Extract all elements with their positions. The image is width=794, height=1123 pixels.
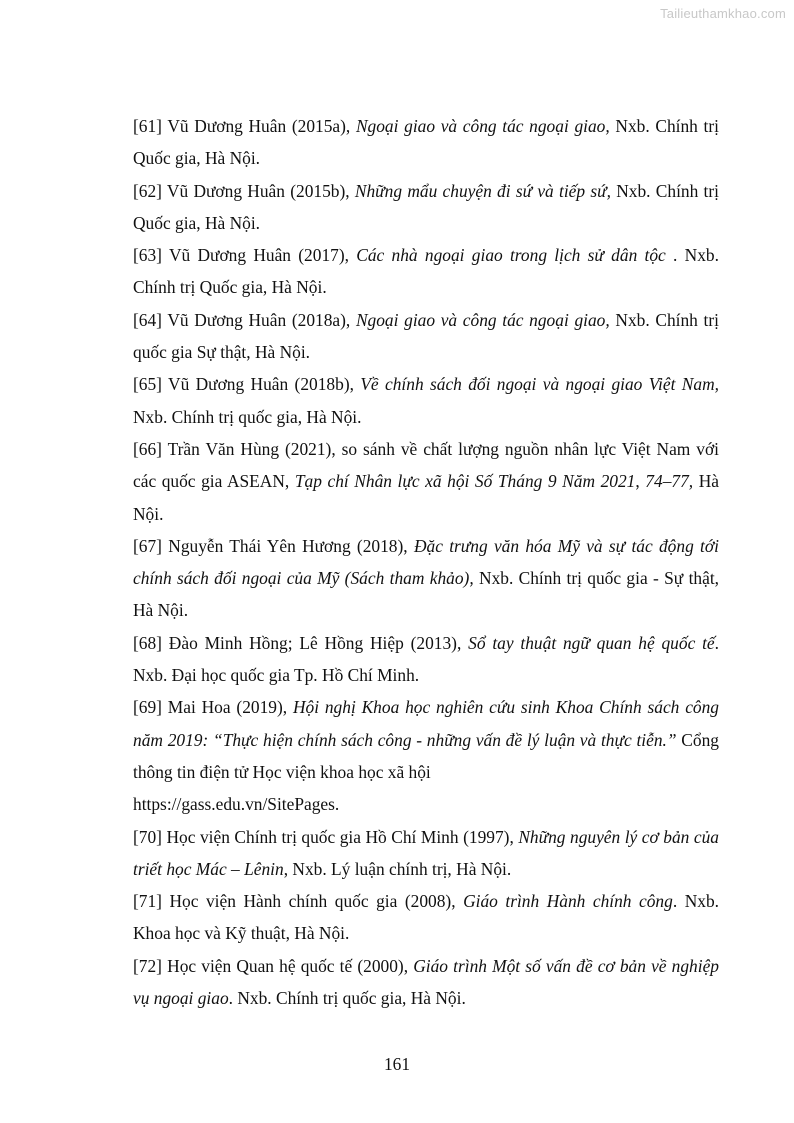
reference-author-year: Vũ Dương Huân (2018a), <box>161 309 356 330</box>
reference-publisher: Nxb. Chính trị Quốc gia, Hà Nội. <box>133 116 719 169</box>
reference-author-year: Học viện Chính trị quốc gia Hồ Chí Minh (1997), <box>161 826 519 847</box>
reference-number: [62] <box>133 180 162 201</box>
reference-author-year: Nguyễn Thái Yên Hương (2018), <box>161 535 414 556</box>
reference-publisher: . Nxb. Chính trị Quốc gia, Hà Nội. <box>133 245 719 298</box>
reference-author-year: Vũ Dương Huân (2017), <box>161 245 357 266</box>
reference-publisher: Cổng thông tin điện tử Học viện khoa học xã hội <box>133 729 719 782</box>
reference-number: [72] <box>133 955 162 976</box>
reference-item-70 <box>133 821 719 886</box>
reference-item-69 <box>133 691 719 820</box>
reference-author-year: Đào Minh Hồng; Lê Hồng Hiệp (2013), <box>161 632 469 653</box>
reference-author-year: Học viện Hành chính quốc gia (2008), <box>161 891 464 912</box>
reference-title: Giáo trình Một số vấn đề cơ bản về nghiệp vụ ngoại giao <box>133 955 719 1009</box>
reference-title: Ngoại giao và công tác ngoại giao, <box>355 116 610 136</box>
reference-title: Tạp chí Nhân lực xã hội Số Tháng 9 Năm 2021 <box>294 471 636 492</box>
reference-title: Giáo trình Hành chính công <box>463 891 673 912</box>
reference-publisher: . Nxb. Đại học quốc gia Tp. Hồ Chí Minh. <box>133 632 720 686</box>
reference-title: Những nguyên lý cơ bản của triết học Mác – Lênin <box>133 826 719 879</box>
reference-publisher: Nxb. Chính trị quốc gia - Sự thật, Hà Nội. <box>133 568 719 621</box>
page-number: 161 <box>383 1054 411 1074</box>
reference-publisher: Nxb. Chính trị Quốc gia, Hà Nội. <box>133 180 720 233</box>
reference-list <box>133 110 719 1014</box>
reference-author-year: Vũ Dương Huân (2018b), <box>161 374 361 395</box>
reference-title: Ngoại giao và công tác ngoại giao, <box>355 309 610 330</box>
reference-author-year: Mai Hoa (2019), <box>161 697 293 718</box>
reference-publisher: . Nxb. Chính trị quốc gia, Hà Nội. <box>228 988 466 1009</box>
reference-number: [63] <box>133 245 162 266</box>
reference-number: [61] <box>133 116 162 136</box>
reference-title: Về chính sách đối ngoại và ngoại giao Việt Nam, <box>360 374 719 395</box>
reference-item-68 <box>133 627 719 692</box>
reference-number: [67] <box>133 535 162 556</box>
reference-item-63 <box>133 239 719 304</box>
reference-title: Sổ tay thuật ngữ quan hệ quốc tế <box>468 632 715 653</box>
reference-separator: , <box>635 471 646 492</box>
reference-url: https://gass.edu.vn/SitePages. <box>133 794 340 815</box>
reference-number: [70] <box>133 826 162 847</box>
reference-title: Các nhà ngoại giao trong lịch sử dân tộc <box>356 245 666 266</box>
reference-author-year: Trần Văn Hùng (2021), so sánh về chất lượng nguồn nhân lực Việt Nam với các quốc gia ASEAN, <box>133 438 719 492</box>
reference-number: [71] <box>133 891 162 912</box>
reference-title: Đặc trưng văn hóa Mỹ và sự tác động tới chính sách đối ngoại của Mỹ (Sách tham khảo), <box>133 535 720 589</box>
reference-item-72 <box>133 950 719 1015</box>
reference-item-65 <box>133 368 719 433</box>
reference-pages: 74–77, <box>645 471 694 492</box>
reference-publisher: Hà Nội. <box>133 471 719 524</box>
reference-publisher: . Nxb. Khoa học và Kỹ thuật, Hà Nội. <box>133 891 719 944</box>
reference-number: [65] <box>133 374 162 395</box>
reference-item-64 <box>133 304 719 369</box>
reference-item-62 <box>133 175 719 240</box>
watermark-text: Tailieuthamkhao.com <box>660 6 786 21</box>
reference-number: [64] <box>133 309 162 330</box>
reference-publisher: Nxb. Chính trị quốc gia Sự thật, Hà Nội. <box>133 309 719 363</box>
reference-item-71 <box>133 885 719 950</box>
reference-number: [66] <box>133 438 162 459</box>
reference-title: Những mẩu chuyện đi sứ và tiếp sứ, <box>354 180 611 201</box>
reference-item-61 <box>133 110 719 175</box>
reference-item-66 <box>133 433 719 530</box>
reference-number: [69] <box>133 697 162 718</box>
reference-author-year: Học viện Quan hệ quốc tế (2000), <box>161 955 414 976</box>
reference-publisher: , Nxb. Lý luận chính trị, Hà Nội. <box>283 858 512 879</box>
reference-author-year: Vũ Dương Huân (2015a), <box>161 116 356 136</box>
reference-title: Hội nghị Khoa học nghiên cứu sinh Khoa Chính sách công năm 2019: “Thực hiện chính sách công - những vấn đề lý luận và thực tiễn.” <box>133 697 719 750</box>
reference-item-67 <box>133 530 719 627</box>
reference-number: [68] <box>133 632 162 653</box>
reference-author-year: Vũ Dương Huân (2015b), <box>161 180 355 201</box>
reference-publisher: Nxb. Chính trị quốc gia, Hà Nội. <box>133 406 362 427</box>
